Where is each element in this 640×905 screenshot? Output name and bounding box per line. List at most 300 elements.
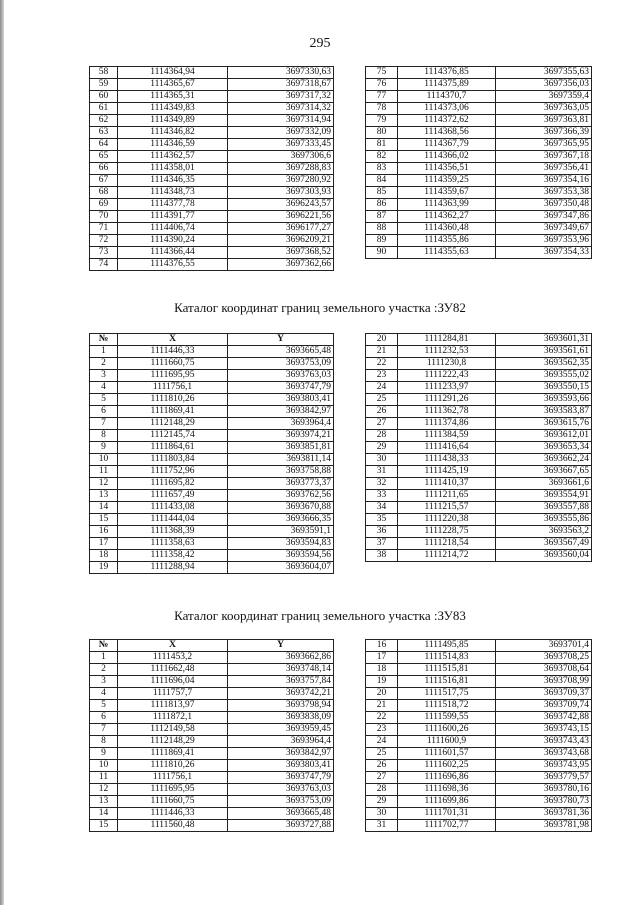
- point-number: 79: [366, 115, 398, 127]
- y-coordinate: 3697355,63: [496, 67, 592, 79]
- y-coordinate: 3697354,33: [496, 247, 592, 259]
- table-row: [90, 712, 334, 724]
- point-number: 10: [90, 454, 118, 466]
- table-row: [90, 784, 334, 796]
- point-number: 87: [366, 211, 398, 223]
- point-number: 19: [366, 676, 398, 688]
- point-number: 31: [366, 820, 398, 832]
- table-row: [90, 139, 334, 151]
- x-coordinate: 1114363,99: [398, 199, 496, 211]
- table-row: [90, 760, 334, 772]
- table-row: [90, 526, 334, 538]
- y-coordinate: 3693762,56: [228, 490, 334, 502]
- x-coordinate: 1111362,78: [398, 406, 496, 418]
- table-row: [90, 163, 334, 175]
- table-row: [90, 115, 334, 127]
- point-number: 14: [90, 502, 118, 514]
- x-coordinate: 1111702,77: [398, 820, 496, 832]
- x-coordinate: 1114368,56: [398, 127, 496, 139]
- y-coordinate: 3693743,15: [496, 724, 592, 736]
- table-row: [366, 796, 592, 808]
- x-coordinate: 1111515,81: [398, 664, 496, 676]
- x-coordinate: 1111518,72: [398, 700, 496, 712]
- table-row: [366, 538, 592, 550]
- x-coordinate: 1111756,1: [118, 772, 228, 784]
- x-coordinate: 1111699,86: [398, 796, 496, 808]
- point-number: 58: [90, 67, 118, 79]
- x-coordinate: 1111560,48: [118, 820, 228, 832]
- y-coordinate: 3693604,07: [228, 562, 334, 574]
- point-number: 69: [90, 199, 118, 211]
- point-number: 37: [366, 538, 398, 550]
- y-coordinate: 3693708,25: [496, 652, 592, 664]
- point-number: 1: [90, 652, 118, 664]
- y-coordinate: 3696243,57: [228, 199, 334, 211]
- x-coordinate: 1114346,35: [118, 175, 228, 187]
- y-coordinate: 3697363,81: [496, 115, 592, 127]
- x-coordinate: 1112149,58: [118, 724, 228, 736]
- table-row: [366, 712, 592, 724]
- x-coordinate: 1114364,94: [118, 67, 228, 79]
- x-coordinate: 1111803,84: [118, 454, 228, 466]
- point-number: 10: [90, 760, 118, 772]
- point-number: 17: [366, 652, 398, 664]
- x-coordinate: 1111425,19: [398, 466, 496, 478]
- header-row: [90, 640, 334, 652]
- point-number: 15: [90, 514, 118, 526]
- x-coordinate: 1114346,59: [118, 139, 228, 151]
- point-number: 20: [366, 334, 398, 346]
- point-number: 24: [366, 382, 398, 394]
- x-coordinate: 1111384,59: [398, 430, 496, 442]
- x-coordinate: 1111695,95: [118, 784, 228, 796]
- x-coordinate: 1111695,95: [118, 370, 228, 382]
- catalog3-right-table: [365, 639, 592, 832]
- point-number: 77: [366, 91, 398, 103]
- x-coordinate: 1114372,62: [398, 115, 496, 127]
- y-coordinate: 3697356,03: [496, 79, 592, 91]
- x-coordinate: 1111446,33: [118, 346, 228, 358]
- x-coordinate: 1111218,54: [398, 538, 496, 550]
- point-number: 25: [366, 748, 398, 760]
- y-coordinate: 3693803,41: [228, 760, 334, 772]
- y-coordinate: 3693708,99: [496, 676, 592, 688]
- table-row: [90, 223, 334, 235]
- table-row: [366, 139, 592, 151]
- y-coordinate: 3697330,63: [228, 67, 334, 79]
- table-row: [366, 115, 592, 127]
- point-number: 82: [366, 151, 398, 163]
- x-coordinate: 1111514,83: [398, 652, 496, 664]
- table-row: [90, 502, 334, 514]
- x-coordinate: 1111215,57: [398, 502, 496, 514]
- y-coordinate: 3697280,92: [228, 175, 334, 187]
- point-number: 11: [90, 466, 118, 478]
- table-row: [90, 442, 334, 454]
- table-row: [90, 796, 334, 808]
- y-coordinate: 3693563,2: [496, 526, 592, 538]
- point-number: 80: [366, 127, 398, 139]
- table-row: [90, 370, 334, 382]
- table-row: [90, 676, 334, 688]
- point-number: 36: [366, 526, 398, 538]
- catalog3-left-table: [89, 639, 334, 832]
- table-row: [90, 127, 334, 139]
- y-coordinate: 3693701,4: [496, 640, 592, 652]
- point-number: 22: [366, 712, 398, 724]
- x-coordinate: 1111756,1: [118, 382, 228, 394]
- point-number: 11: [90, 772, 118, 784]
- x-coordinate: 1111211,65: [398, 490, 496, 502]
- y-coordinate: 3693742,88: [496, 712, 592, 724]
- point-number: 2: [90, 358, 118, 370]
- header-x: X: [118, 334, 228, 346]
- point-number: 62: [90, 115, 118, 127]
- table-row: [366, 67, 592, 79]
- table-row: [90, 235, 334, 247]
- y-coordinate: 3697359,4: [496, 91, 592, 103]
- y-coordinate: 3693708,64: [496, 664, 592, 676]
- y-coordinate: 3693798,94: [228, 700, 334, 712]
- table-row: [366, 760, 592, 772]
- point-number: 35: [366, 514, 398, 526]
- x-coordinate: 1114348,73: [118, 187, 228, 199]
- y-coordinate: 3697314,32: [228, 103, 334, 115]
- table-row: [366, 151, 592, 163]
- table-row: [366, 430, 592, 442]
- x-coordinate: 1114391,77: [118, 211, 228, 223]
- y-coordinate: 3693667,65: [496, 466, 592, 478]
- page-number: 295: [309, 36, 331, 51]
- point-number: 76: [366, 79, 398, 91]
- x-coordinate: 1111232,53: [398, 346, 496, 358]
- x-coordinate: 1111660,75: [118, 358, 228, 370]
- x-coordinate: 1111233,97: [398, 382, 496, 394]
- point-number: 3: [90, 676, 118, 688]
- x-coordinate: 1111495,85: [398, 640, 496, 652]
- table-row: [90, 175, 334, 187]
- x-coordinate: 1114362,57: [118, 151, 228, 163]
- x-coordinate: 1111453,2: [118, 652, 228, 664]
- x-coordinate: 1111869,41: [118, 748, 228, 760]
- x-coordinate: 1111872,1: [118, 712, 228, 724]
- x-coordinate: 1111230,8: [398, 358, 496, 370]
- point-number: 66: [90, 163, 118, 175]
- table-row: [90, 418, 334, 430]
- x-coordinate: 1111374,86: [398, 418, 496, 430]
- table-row: [366, 406, 592, 418]
- table-row: [366, 676, 592, 688]
- point-number: 71: [90, 223, 118, 235]
- x-coordinate: 1111662,48: [118, 664, 228, 676]
- table-row: [90, 151, 334, 163]
- point-number: 60: [90, 91, 118, 103]
- y-coordinate: 3693842,97: [228, 748, 334, 760]
- y-coordinate: 3693670,88: [228, 502, 334, 514]
- table-row: [366, 736, 592, 748]
- y-coordinate: 3697303,93: [228, 187, 334, 199]
- y-coordinate: 3697350,48: [496, 199, 592, 211]
- y-coordinate: 3697317,32: [228, 91, 334, 103]
- y-coordinate: 3693747,79: [228, 382, 334, 394]
- y-coordinate: 3693653,34: [496, 442, 592, 454]
- point-number: 13: [90, 796, 118, 808]
- x-coordinate: 1114358,01: [118, 163, 228, 175]
- table-row: [90, 736, 334, 748]
- table-row: [90, 808, 334, 820]
- x-coordinate: 1114376,55: [118, 259, 228, 271]
- point-number: 6: [90, 406, 118, 418]
- y-coordinate: 3693758,88: [228, 466, 334, 478]
- x-coordinate: 1111444,04: [118, 514, 228, 526]
- point-number: 63: [90, 127, 118, 139]
- table-row: [90, 406, 334, 418]
- table-row: [366, 175, 592, 187]
- point-number: 78: [366, 103, 398, 115]
- y-coordinate: 3693748,14: [228, 664, 334, 676]
- table-row: [90, 772, 334, 784]
- table-row: [366, 235, 592, 247]
- x-coordinate: 1111657,49: [118, 490, 228, 502]
- table-row: [90, 394, 334, 406]
- x-coordinate: 1114377,78: [118, 199, 228, 211]
- point-number: 17: [90, 538, 118, 550]
- point-number: 67: [90, 175, 118, 187]
- table-row: [366, 664, 592, 676]
- x-coordinate: 1111433,08: [118, 502, 228, 514]
- x-coordinate: 1114390,24: [118, 235, 228, 247]
- x-coordinate: 1114356,51: [398, 163, 496, 175]
- point-number: 5: [90, 700, 118, 712]
- table-row: [366, 358, 592, 370]
- x-coordinate: 1111438,33: [398, 454, 496, 466]
- x-coordinate: 1111757,7: [118, 688, 228, 700]
- y-coordinate: 3693612,01: [496, 430, 592, 442]
- point-number: 16: [366, 640, 398, 652]
- point-number: 90: [366, 247, 398, 259]
- x-coordinate: 1114376,85: [398, 67, 496, 79]
- point-number: 21: [366, 700, 398, 712]
- point-number: 30: [366, 454, 398, 466]
- table-row: [366, 418, 592, 430]
- y-coordinate: 3693743,68: [496, 748, 592, 760]
- table-row: [90, 652, 334, 664]
- point-number: 15: [90, 820, 118, 832]
- table-row: [366, 223, 592, 235]
- y-coordinate: 3697366,39: [496, 127, 592, 139]
- point-number: 19: [90, 562, 118, 574]
- y-coordinate: 3693743,95: [496, 760, 592, 772]
- point-number: 33: [366, 490, 398, 502]
- y-coordinate: 3693773,37: [228, 478, 334, 490]
- x-coordinate: 1111864,61: [118, 442, 228, 454]
- x-coordinate: 1111813,97: [118, 700, 228, 712]
- y-coordinate: 3697356,41: [496, 163, 592, 175]
- x-coordinate: 1111660,75: [118, 796, 228, 808]
- table-row: [366, 442, 592, 454]
- table-row: [366, 688, 592, 700]
- y-coordinate: 3693753,09: [228, 358, 334, 370]
- x-coordinate: 1111752,96: [118, 466, 228, 478]
- y-coordinate: 3693601,31: [496, 334, 592, 346]
- point-number: 59: [90, 79, 118, 91]
- y-coordinate: 3697365,95: [496, 139, 592, 151]
- y-coordinate: 3697354,16: [496, 175, 592, 187]
- table-row: [90, 562, 334, 574]
- y-coordinate: 3693757,84: [228, 676, 334, 688]
- table-row: [90, 247, 334, 259]
- x-coordinate: 1111416,64: [398, 442, 496, 454]
- point-number: 27: [366, 772, 398, 784]
- table-row: [366, 163, 592, 175]
- x-coordinate: 1111601,57: [398, 748, 496, 760]
- x-coordinate: 1111602,25: [398, 760, 496, 772]
- point-number: 13: [90, 490, 118, 502]
- table-row: [90, 67, 334, 79]
- y-coordinate: 3697347,86: [496, 211, 592, 223]
- x-coordinate: 1112148,29: [118, 736, 228, 748]
- table-row: [90, 700, 334, 712]
- x-coordinate: 1112148,29: [118, 418, 228, 430]
- x-coordinate: 1111696,04: [118, 676, 228, 688]
- x-coordinate: 1111516,81: [398, 676, 496, 688]
- y-coordinate: 3693779,57: [496, 772, 592, 784]
- y-coordinate: 3693662,24: [496, 454, 592, 466]
- x-coordinate: 1111358,42: [118, 550, 228, 562]
- table-row: [90, 820, 334, 832]
- point-number: 85: [366, 187, 398, 199]
- y-coordinate: 3693781,98: [496, 820, 592, 832]
- table-row: [366, 478, 592, 490]
- table-row: [90, 538, 334, 550]
- point-number: 23: [366, 370, 398, 382]
- y-coordinate: 3693709,37: [496, 688, 592, 700]
- point-number: 29: [366, 442, 398, 454]
- header-no: №: [90, 640, 118, 652]
- y-coordinate: 3693665,48: [228, 808, 334, 820]
- x-coordinate: 1111869,41: [118, 406, 228, 418]
- header-y: Y: [228, 334, 334, 346]
- point-number: 72: [90, 235, 118, 247]
- table-row: [366, 502, 592, 514]
- y-coordinate: 3693709,74: [496, 700, 592, 712]
- y-coordinate: 3697362,66: [228, 259, 334, 271]
- table-row: [90, 358, 334, 370]
- table-row: [366, 652, 592, 664]
- y-coordinate: 3696221,56: [228, 211, 334, 223]
- point-number: 28: [366, 430, 398, 442]
- y-coordinate: 3697314,94: [228, 115, 334, 127]
- point-number: 4: [90, 688, 118, 700]
- table-row: [90, 550, 334, 562]
- y-coordinate: 3693842,97: [228, 406, 334, 418]
- x-coordinate: 1114367,79: [398, 139, 496, 151]
- x-coordinate: 1111410,37: [398, 478, 496, 490]
- point-number: 5: [90, 394, 118, 406]
- y-coordinate: 3693747,79: [228, 772, 334, 784]
- y-coordinate: 3693851,81: [228, 442, 334, 454]
- table-row: [90, 514, 334, 526]
- table-row: [90, 688, 334, 700]
- x-coordinate: 1114360,48: [398, 223, 496, 235]
- x-coordinate: 1111600,9: [398, 736, 496, 748]
- x-coordinate: 1114366,44: [118, 247, 228, 259]
- y-coordinate: 3693583,87: [496, 406, 592, 418]
- x-coordinate: 1111220,38: [398, 514, 496, 526]
- table-row: [90, 478, 334, 490]
- table-row: [366, 247, 592, 259]
- y-coordinate: 3693753,09: [228, 796, 334, 808]
- x-coordinate: 1114370,7: [398, 91, 496, 103]
- table-row: [366, 346, 592, 358]
- table-row: [90, 346, 334, 358]
- y-coordinate: 3693594,56: [228, 550, 334, 562]
- point-number: 84: [366, 175, 398, 187]
- x-coordinate: 1111358,63: [118, 538, 228, 550]
- scan-edge: [0, 0, 4, 905]
- header-row: [90, 334, 334, 346]
- x-coordinate: 1111446,33: [118, 808, 228, 820]
- table-row: [90, 490, 334, 502]
- x-coordinate: 1111600,26: [398, 724, 496, 736]
- y-coordinate: 3697367,18: [496, 151, 592, 163]
- table-row: [366, 700, 592, 712]
- y-coordinate: 3697333,45: [228, 139, 334, 151]
- table-row: [366, 187, 592, 199]
- point-number: 18: [90, 550, 118, 562]
- point-number: 26: [366, 760, 398, 772]
- y-coordinate: 3697288,83: [228, 163, 334, 175]
- table-row: [366, 127, 592, 139]
- table-row: [90, 91, 334, 103]
- point-number: 32: [366, 478, 398, 490]
- y-coordinate: 3693554,91: [496, 490, 592, 502]
- catalog2-right-table: [365, 333, 592, 562]
- x-coordinate: 1114366,02: [398, 151, 496, 163]
- x-coordinate: 1114349,89: [118, 115, 228, 127]
- point-number: 9: [90, 442, 118, 454]
- x-coordinate: 1111222,43: [398, 370, 496, 382]
- x-coordinate: 1111599,55: [398, 712, 496, 724]
- point-number: 70: [90, 211, 118, 223]
- point-number: 38: [366, 550, 398, 562]
- point-number: 8: [90, 736, 118, 748]
- table-row: [366, 211, 592, 223]
- point-number: 34: [366, 502, 398, 514]
- x-coordinate: 1114362,27: [398, 211, 496, 223]
- x-coordinate: 1111696,86: [398, 772, 496, 784]
- y-coordinate: 3697349,67: [496, 223, 592, 235]
- catalog2-left-table: [89, 333, 334, 574]
- x-coordinate: 1114365,67: [118, 79, 228, 91]
- table-row: [90, 211, 334, 223]
- y-coordinate: 3697363,05: [496, 103, 592, 115]
- y-coordinate: 3693662,86: [228, 652, 334, 664]
- table-row: [366, 820, 592, 832]
- point-number: 21: [366, 346, 398, 358]
- table-row: [366, 526, 592, 538]
- point-number: 14: [90, 808, 118, 820]
- y-coordinate: 3693593,66: [496, 394, 592, 406]
- table-row: [90, 748, 334, 760]
- table-row: [366, 103, 592, 115]
- point-number: 28: [366, 784, 398, 796]
- point-number: 30: [366, 808, 398, 820]
- x-coordinate: 1114359,25: [398, 175, 496, 187]
- y-coordinate: 3697306,6: [228, 151, 334, 163]
- x-coordinate: 1114406,74: [118, 223, 228, 235]
- y-coordinate: 3693594,83: [228, 538, 334, 550]
